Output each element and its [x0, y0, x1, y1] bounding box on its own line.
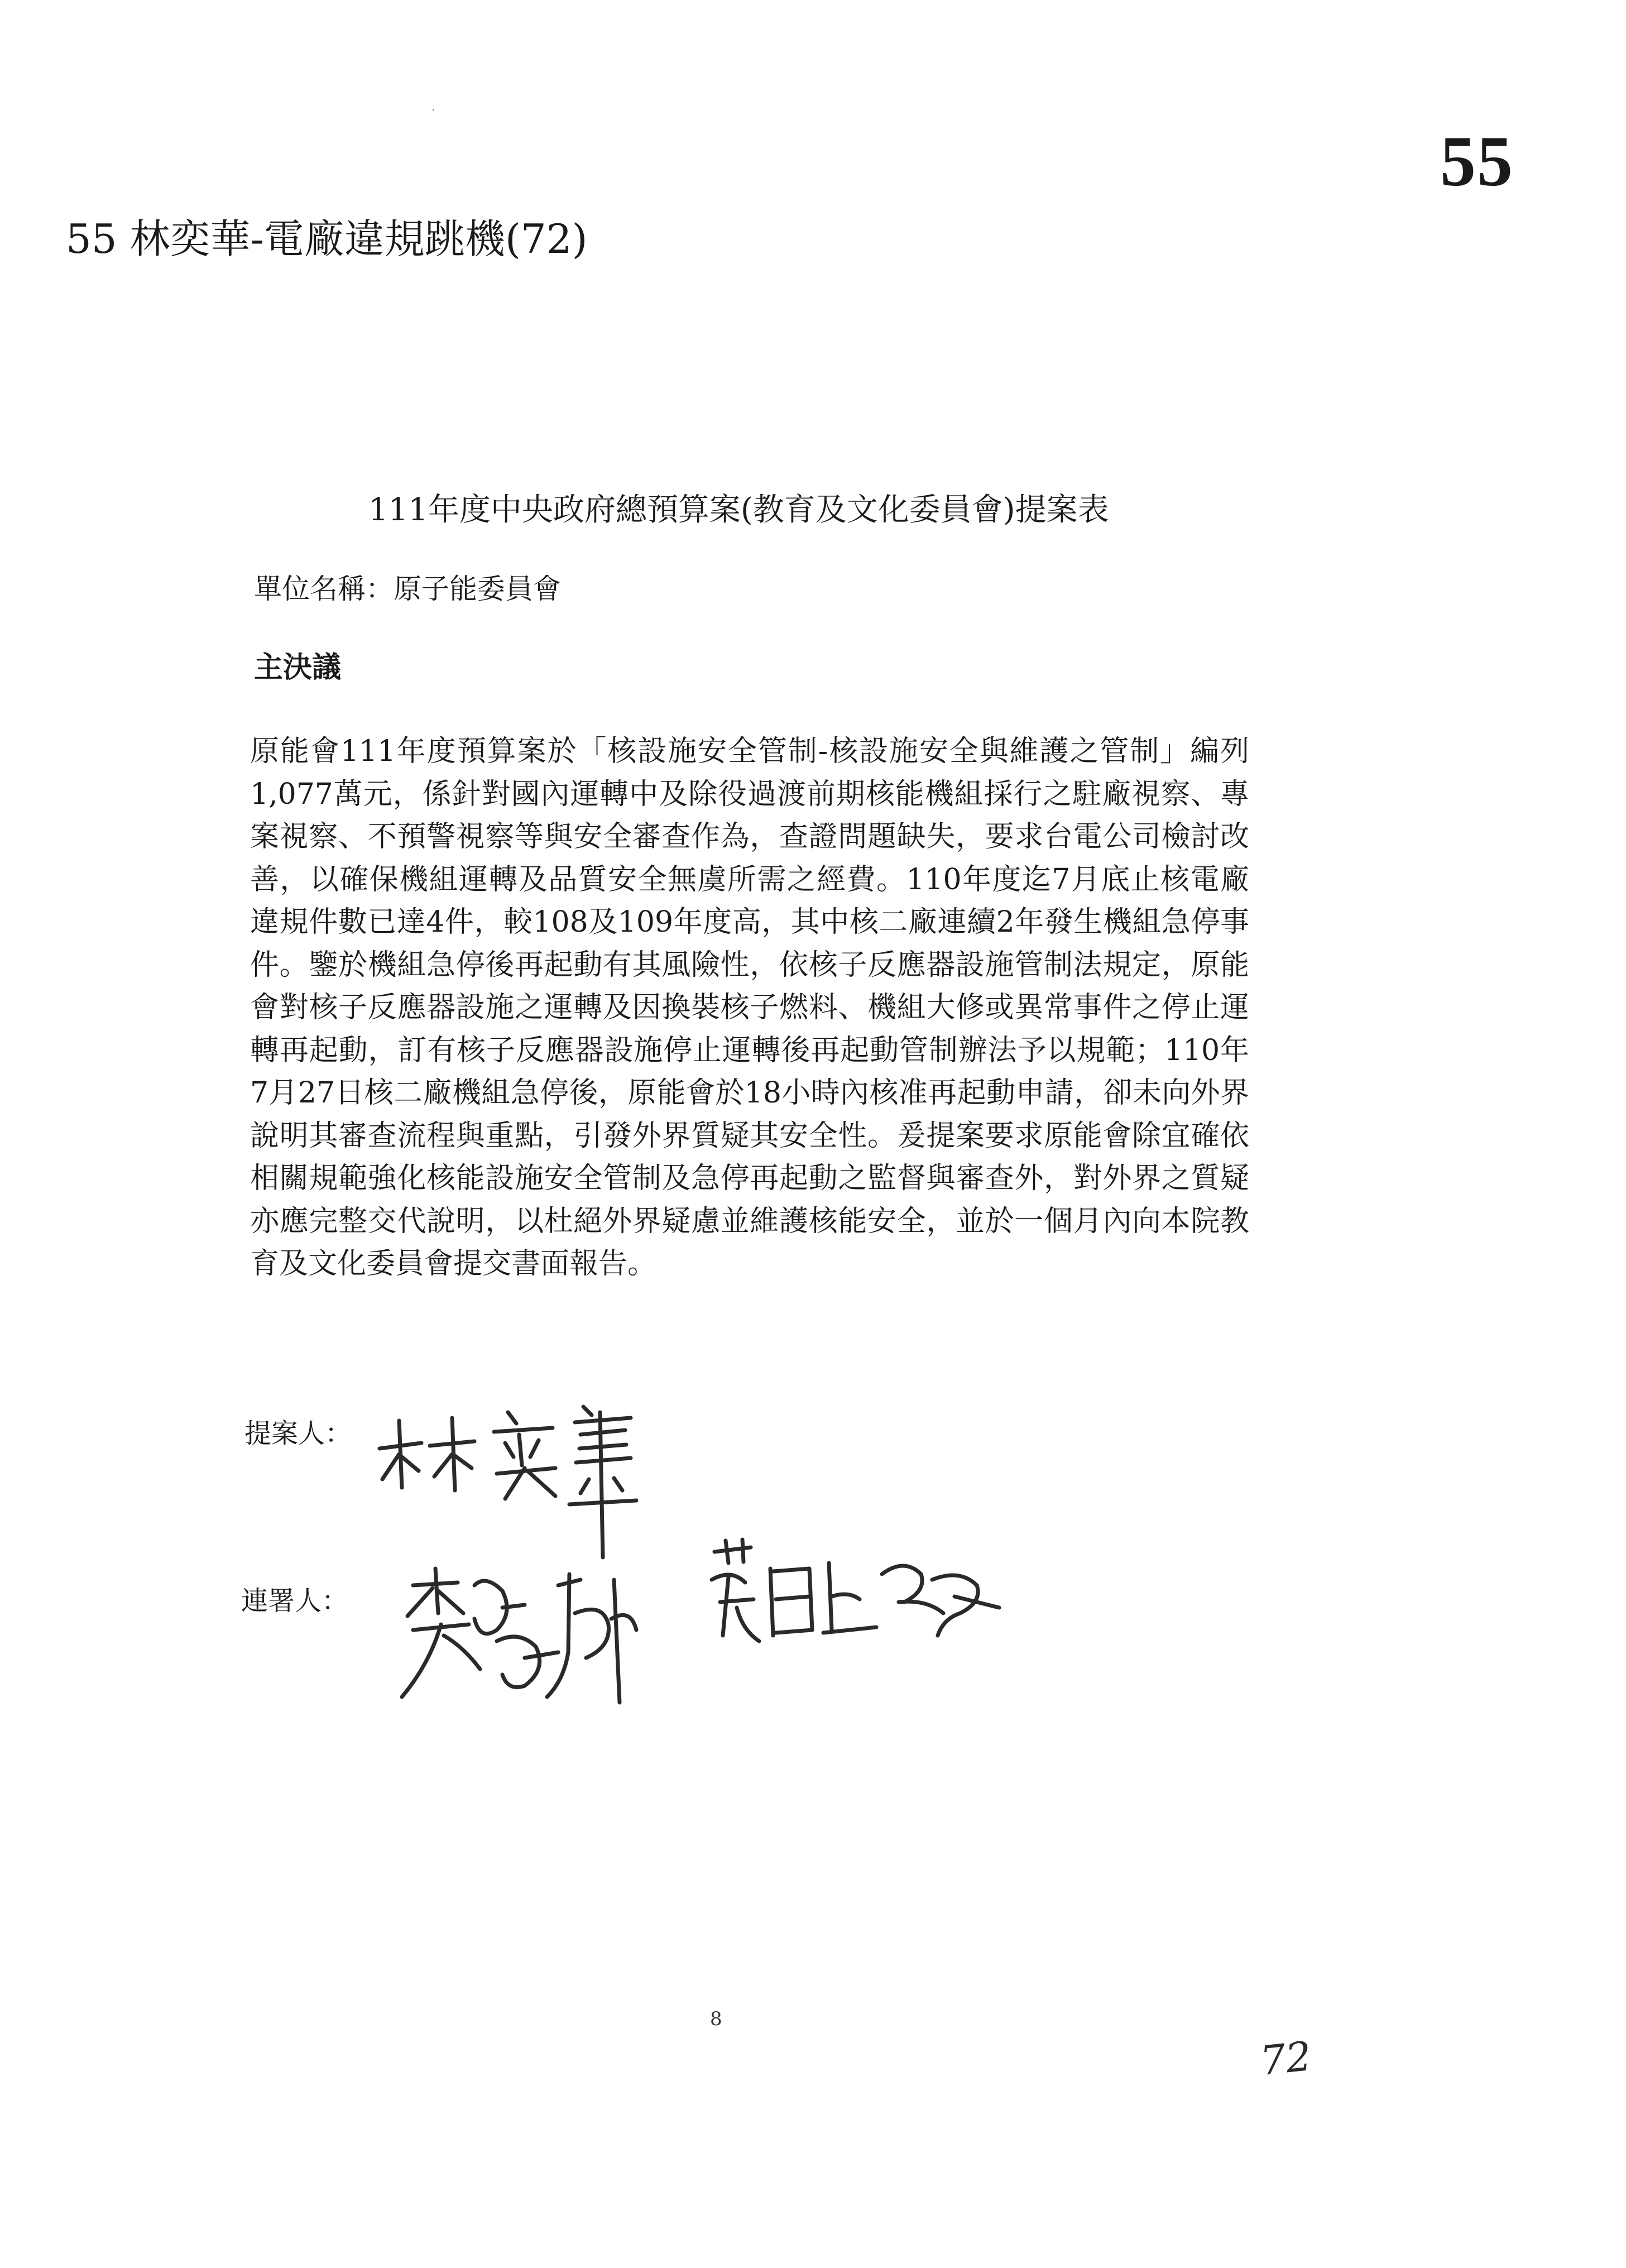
case-header: 55 林奕華-電廠違規跳機(72)	[66, 215, 588, 262]
proposer-signature	[368, 1390, 659, 1574]
cosigner-signature-2	[698, 1529, 1010, 1658]
page-number-large: 55	[1440, 122, 1514, 201]
proposer-label: 提案人：	[244, 1418, 352, 1449]
handwritten-note-72	[1256, 2032, 1334, 2088]
form-title: 111年度中央政府總預算案(教育及文化委員會)提案表	[368, 492, 1109, 528]
footer-page-number: 8	[710, 2008, 722, 2030]
resolution-body: 原能會111年度預算案於「核設施安全管制-核設施安全與維護之管制」編列1,077萬元，係針對國內運轉中及除役過渡前期核能機組採行之駐廠視察、專案視察、不預警視察等與安全審查作為，查證問題缺失，要求台電公司檢討改善，以確保機組運轉及品質安全無虞所需之經費。110年度迄7月底止核電廠違規件數已達4件，較108及109年度高，其中核二廠連續2年發生機組急停事件。鑒於機組急停後再起動有其風險性，依核子反應器設施管制法規定，原能會對核子反應器設施之運轉及因換裝核子燃料、機組大修或異常事件之停止運轉再起動，訂有核子反應器設施停止運轉後再起動管制辦法予以規範；110年7月27日核二廠機組急停後，原能會於18小時內核准再起動申請，卻未向外界說明其審查流程與重點，引發外界質疑其安全性。爰提案要求原能會除宜確依相關規範強化核能設施安全管制及急停再起動之監督與審查外，對外界之質疑亦應完整交代說明，以杜絕外界疑慮並維護核能安全，並於一個月內向本院教育及文化委員會提交書面報告。	[250, 735, 1249, 1281]
unit-name-line: 單位名稱：原子能委員會	[254, 573, 561, 605]
scan-speck	[433, 109, 434, 111]
svg-text:72: 72	[1258, 2032, 1314, 2085]
cosigner-signature-1	[391, 1552, 659, 1730]
resolution-heading: 主決議	[254, 650, 342, 684]
cosigner-label: 連署人：	[241, 1585, 349, 1617]
